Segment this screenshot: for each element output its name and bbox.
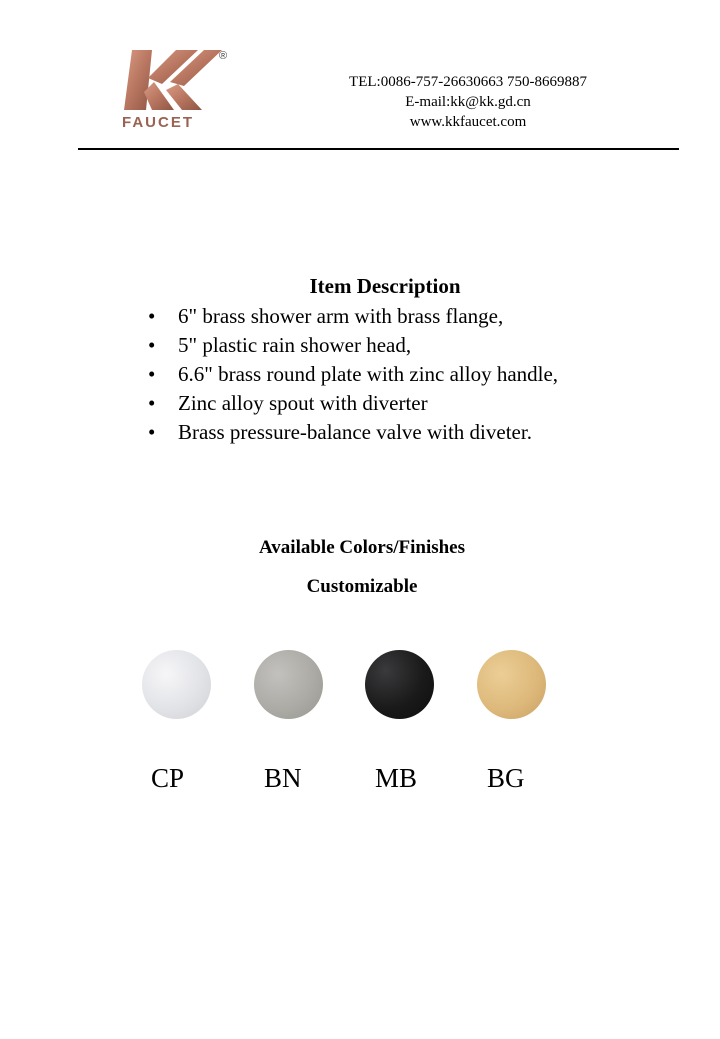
- list-item-text: 6" brass shower arm with brass flange,: [178, 304, 504, 328]
- bullet-icon: •: [148, 333, 156, 357]
- list-item: [140, 389, 558, 418]
- swatch-cp: [142, 650, 211, 719]
- bullet-icon: •: [148, 420, 156, 444]
- list-item: [140, 360, 558, 389]
- header-divider: [78, 148, 679, 150]
- finish-code-cp: CP: [151, 763, 185, 793]
- list-item-text: Zinc alloy spout with diverter: [178, 391, 428, 415]
- finish-code-mb: MB: [375, 763, 418, 793]
- logo-text: FAUCET: [122, 114, 194, 131]
- finish-code-bn: BN: [264, 763, 302, 793]
- bullet-icon: •: [148, 304, 156, 328]
- kk-faucet-logo: [118, 46, 234, 132]
- list-item: [140, 331, 558, 360]
- contact-email: E-mail:kk@kk.gd.cn: [405, 94, 531, 110]
- list-item: [140, 418, 558, 447]
- finish-code-bg: BG: [487, 763, 525, 793]
- swatch-bn: [254, 650, 323, 719]
- list-item-text: 6.6" brass round plate with zinc alloy handle,: [178, 362, 559, 386]
- contact-info: [318, 72, 618, 132]
- list-item-text: 5" plastic rain shower head,: [178, 333, 412, 357]
- swatch-mb: [365, 650, 434, 719]
- available-finishes-title: Available Colors/Finishes: [258, 537, 466, 558]
- list-item: [140, 302, 558, 331]
- item-description-list: [140, 302, 558, 447]
- registered-mark: ®: [219, 50, 228, 62]
- item-description-title: Item Description: [309, 274, 461, 298]
- contact-website: www.kkfaucet.com: [409, 114, 527, 130]
- customizable-label: Customizable: [306, 576, 418, 597]
- swatch-bg: [477, 650, 546, 719]
- bullet-icon: •: [148, 391, 156, 415]
- contact-tel: TEL:0086-757-26630663 750-8669887: [349, 74, 587, 90]
- list-item-text: Brass pressure-balance valve with diveter.: [178, 420, 532, 444]
- bullet-icon: •: [148, 362, 156, 386]
